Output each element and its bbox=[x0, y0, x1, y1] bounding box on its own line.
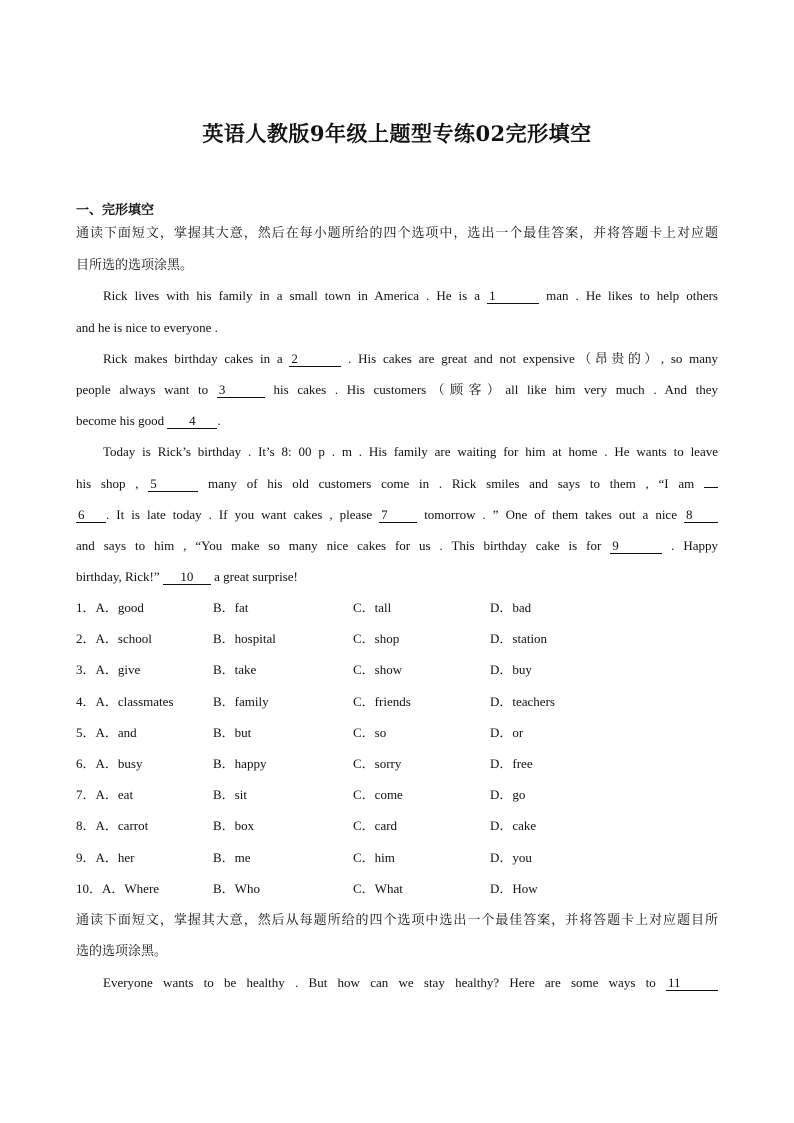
option-text: D．buy bbox=[490, 662, 532, 678]
question-number: 2． bbox=[76, 631, 96, 647]
blank-5[interactable]: 5 bbox=[148, 477, 198, 492]
option-text: C．sorry bbox=[353, 756, 402, 771]
passage-line: Rick makes birthday cakes in a 2 . His cakes are great and not expensive（昂贵的）, so many bbox=[103, 351, 719, 366]
option-a[interactable] bbox=[76, 756, 142, 772]
question-row bbox=[76, 787, 718, 803]
section-heading: 一、完形填空 bbox=[76, 203, 155, 218]
blank-6[interactable]: 6 bbox=[76, 508, 106, 523]
passage-line: Today is Rick’s birthday . It’s 8: 00 p . m . His family are waiting for him at home . He wants to leave bbox=[103, 444, 718, 459]
option-text: C．What bbox=[353, 880, 403, 896]
option-a[interactable] bbox=[76, 850, 135, 866]
option-c[interactable] bbox=[353, 631, 399, 647]
option-text: B．take bbox=[213, 662, 257, 678]
option-d[interactable] bbox=[490, 850, 532, 866]
passage-line: become his good 4 . bbox=[76, 413, 221, 428]
blank-11[interactable]: 11 bbox=[666, 976, 718, 991]
option-text: A．eat bbox=[95, 787, 134, 803]
passage-line: Everyone wants to be healthy . But how can we stay healthy? Here are some ways to 11 bbox=[103, 975, 718, 991]
option-text: D．you bbox=[490, 849, 532, 865]
option-text: B．family bbox=[213, 693, 269, 709]
instruction-line: 目所选的选项涂黑。 bbox=[76, 257, 194, 272]
option-d[interactable] bbox=[490, 694, 555, 710]
option-b[interactable] bbox=[213, 694, 269, 710]
option-text: C．friends bbox=[353, 693, 411, 709]
option-b[interactable] bbox=[213, 881, 260, 897]
passage-line: and says to him , “You make so many nice cakes for us . This birthday cake is for 9 . Happy bbox=[76, 538, 718, 553]
option-c[interactable] bbox=[353, 818, 397, 834]
blank-3[interactable]: 3 bbox=[217, 383, 265, 398]
option-d[interactable] bbox=[490, 881, 538, 897]
question-row bbox=[76, 881, 718, 897]
question-row bbox=[76, 600, 718, 616]
option-b[interactable] bbox=[213, 631, 276, 647]
option-a[interactable] bbox=[76, 662, 140, 678]
option-c[interactable] bbox=[353, 850, 395, 866]
option-text: A．classmates bbox=[95, 693, 174, 709]
option-text: D．or bbox=[490, 724, 524, 740]
option-text: A．Where bbox=[102, 880, 160, 896]
blank-7[interactable]: 7 bbox=[379, 508, 417, 523]
option-b[interactable] bbox=[213, 787, 247, 803]
option-b[interactable] bbox=[213, 756, 266, 772]
option-text: C．shop bbox=[353, 631, 400, 647]
option-text: D．station bbox=[490, 631, 548, 647]
option-b[interactable] bbox=[213, 600, 248, 616]
question-number: 9． bbox=[76, 849, 96, 865]
question-row bbox=[76, 631, 718, 647]
option-text: C．tall bbox=[353, 600, 392, 615]
option-text: C．show bbox=[353, 662, 403, 678]
instruction-line: 通读下面短文，掌握其大意，然后在每小题所给的四个选项中，选出一个最佳答案，并将答题卡上对应题 bbox=[76, 225, 718, 240]
option-text: A．carrot bbox=[95, 818, 149, 834]
instruction-line: 选的选项涂黑。 bbox=[76, 943, 168, 958]
option-a[interactable] bbox=[76, 600, 144, 616]
option-text: C．come bbox=[353, 787, 403, 803]
option-text: A．and bbox=[95, 724, 137, 740]
question-number: 4． bbox=[76, 693, 96, 709]
option-d[interactable] bbox=[490, 787, 525, 803]
passage-line: Rick lives with his family in a small town in America . He is a 1 man . He likes to help others bbox=[103, 288, 718, 303]
blank-4[interactable]: 4 bbox=[167, 414, 217, 429]
option-text: A．give bbox=[95, 662, 141, 678]
option-text: B．hospital bbox=[213, 631, 276, 647]
question-number: 7． bbox=[76, 787, 96, 803]
option-a[interactable] bbox=[76, 818, 148, 834]
page-title: 英语人教版9年级上题型专练02完形填空 bbox=[202, 121, 592, 146]
option-text: B．but bbox=[213, 724, 252, 740]
question-row bbox=[76, 756, 718, 772]
option-text: C．him bbox=[353, 849, 395, 865]
option-text: A．her bbox=[95, 849, 135, 865]
question-number: 1． bbox=[76, 600, 96, 615]
blank-1[interactable]: 1 bbox=[487, 289, 539, 304]
option-b[interactable] bbox=[213, 818, 254, 834]
option-text: A．busy bbox=[95, 756, 143, 771]
question-number: 10． bbox=[76, 880, 103, 896]
passage-line: birthday, Rick!” 10 a great surprise! bbox=[76, 569, 298, 584]
passage-line: and he is nice to everyone . bbox=[76, 320, 218, 335]
instruction-line: 通读下面短文，掌握其大意，然后从每题所给的四个选项中选出一个最佳答案，并将答题卡上对应题目所 bbox=[76, 912, 718, 927]
option-d[interactable] bbox=[490, 662, 532, 678]
option-text: A．good bbox=[95, 600, 144, 615]
option-c[interactable] bbox=[353, 756, 401, 772]
option-text: A．school bbox=[95, 631, 152, 647]
passage-line: 6 . It is late today . If you want cakes , please 7 tomorrow . ” One of them takes out a nice 8 bbox=[76, 507, 718, 523]
option-text: D．bad bbox=[490, 600, 532, 615]
option-text: C．so bbox=[353, 724, 387, 740]
question-row bbox=[76, 725, 718, 741]
option-text: D．free bbox=[490, 756, 533, 771]
option-a[interactable] bbox=[76, 694, 174, 710]
blank-9[interactable]: 9 bbox=[610, 539, 662, 554]
question-number: 5． bbox=[76, 724, 96, 740]
option-a[interactable] bbox=[76, 787, 133, 803]
option-d[interactable] bbox=[490, 600, 531, 616]
option-text: B．Who bbox=[213, 880, 260, 896]
option-c[interactable] bbox=[353, 662, 402, 678]
option-c[interactable] bbox=[353, 600, 391, 616]
option-text: D．teachers bbox=[490, 693, 555, 709]
question-row bbox=[76, 694, 718, 710]
question-row bbox=[76, 818, 718, 834]
option-d[interactable] bbox=[490, 725, 523, 741]
option-b[interactable] bbox=[213, 725, 251, 741]
option-b[interactable] bbox=[213, 662, 256, 678]
option-d[interactable] bbox=[490, 756, 533, 772]
option-d[interactable] bbox=[490, 818, 536, 834]
question-number: 6． bbox=[76, 756, 96, 771]
option-text: C．card bbox=[353, 818, 398, 834]
question-row bbox=[76, 850, 718, 866]
option-c[interactable] bbox=[353, 725, 386, 741]
blank-10[interactable]: 10 bbox=[163, 570, 211, 585]
passage-line: his shop , 5 many of his old customers come in . Rick smiles and says to them , “I am bbox=[76, 476, 718, 492]
option-a[interactable] bbox=[76, 631, 152, 647]
option-a[interactable] bbox=[76, 881, 159, 897]
option-text: D．How bbox=[490, 880, 538, 896]
option-c[interactable] bbox=[353, 881, 403, 897]
question-number: 8． bbox=[76, 818, 96, 834]
option-c[interactable] bbox=[353, 694, 411, 710]
option-text: D．cake bbox=[490, 818, 537, 834]
option-text: D．go bbox=[490, 787, 526, 803]
passage-line: people always want to 3 his cakes . His customers（顾客）all like him very much . And they bbox=[76, 382, 718, 397]
blank-2[interactable]: 2 bbox=[289, 352, 341, 367]
blank-6-start bbox=[704, 487, 718, 488]
option-text: B．happy bbox=[213, 756, 267, 771]
option-d[interactable] bbox=[490, 631, 547, 647]
option-text: B．me bbox=[213, 849, 251, 865]
blank-8[interactable]: 8 bbox=[684, 508, 718, 523]
option-b[interactable] bbox=[213, 850, 251, 866]
option-text: B．fat bbox=[213, 600, 249, 615]
question-row bbox=[76, 662, 718, 678]
question-number: 3． bbox=[76, 662, 96, 678]
option-text: B．sit bbox=[213, 787, 247, 803]
option-text: B．box bbox=[213, 818, 255, 834]
option-c[interactable] bbox=[353, 787, 403, 803]
option-a[interactable] bbox=[76, 725, 137, 741]
